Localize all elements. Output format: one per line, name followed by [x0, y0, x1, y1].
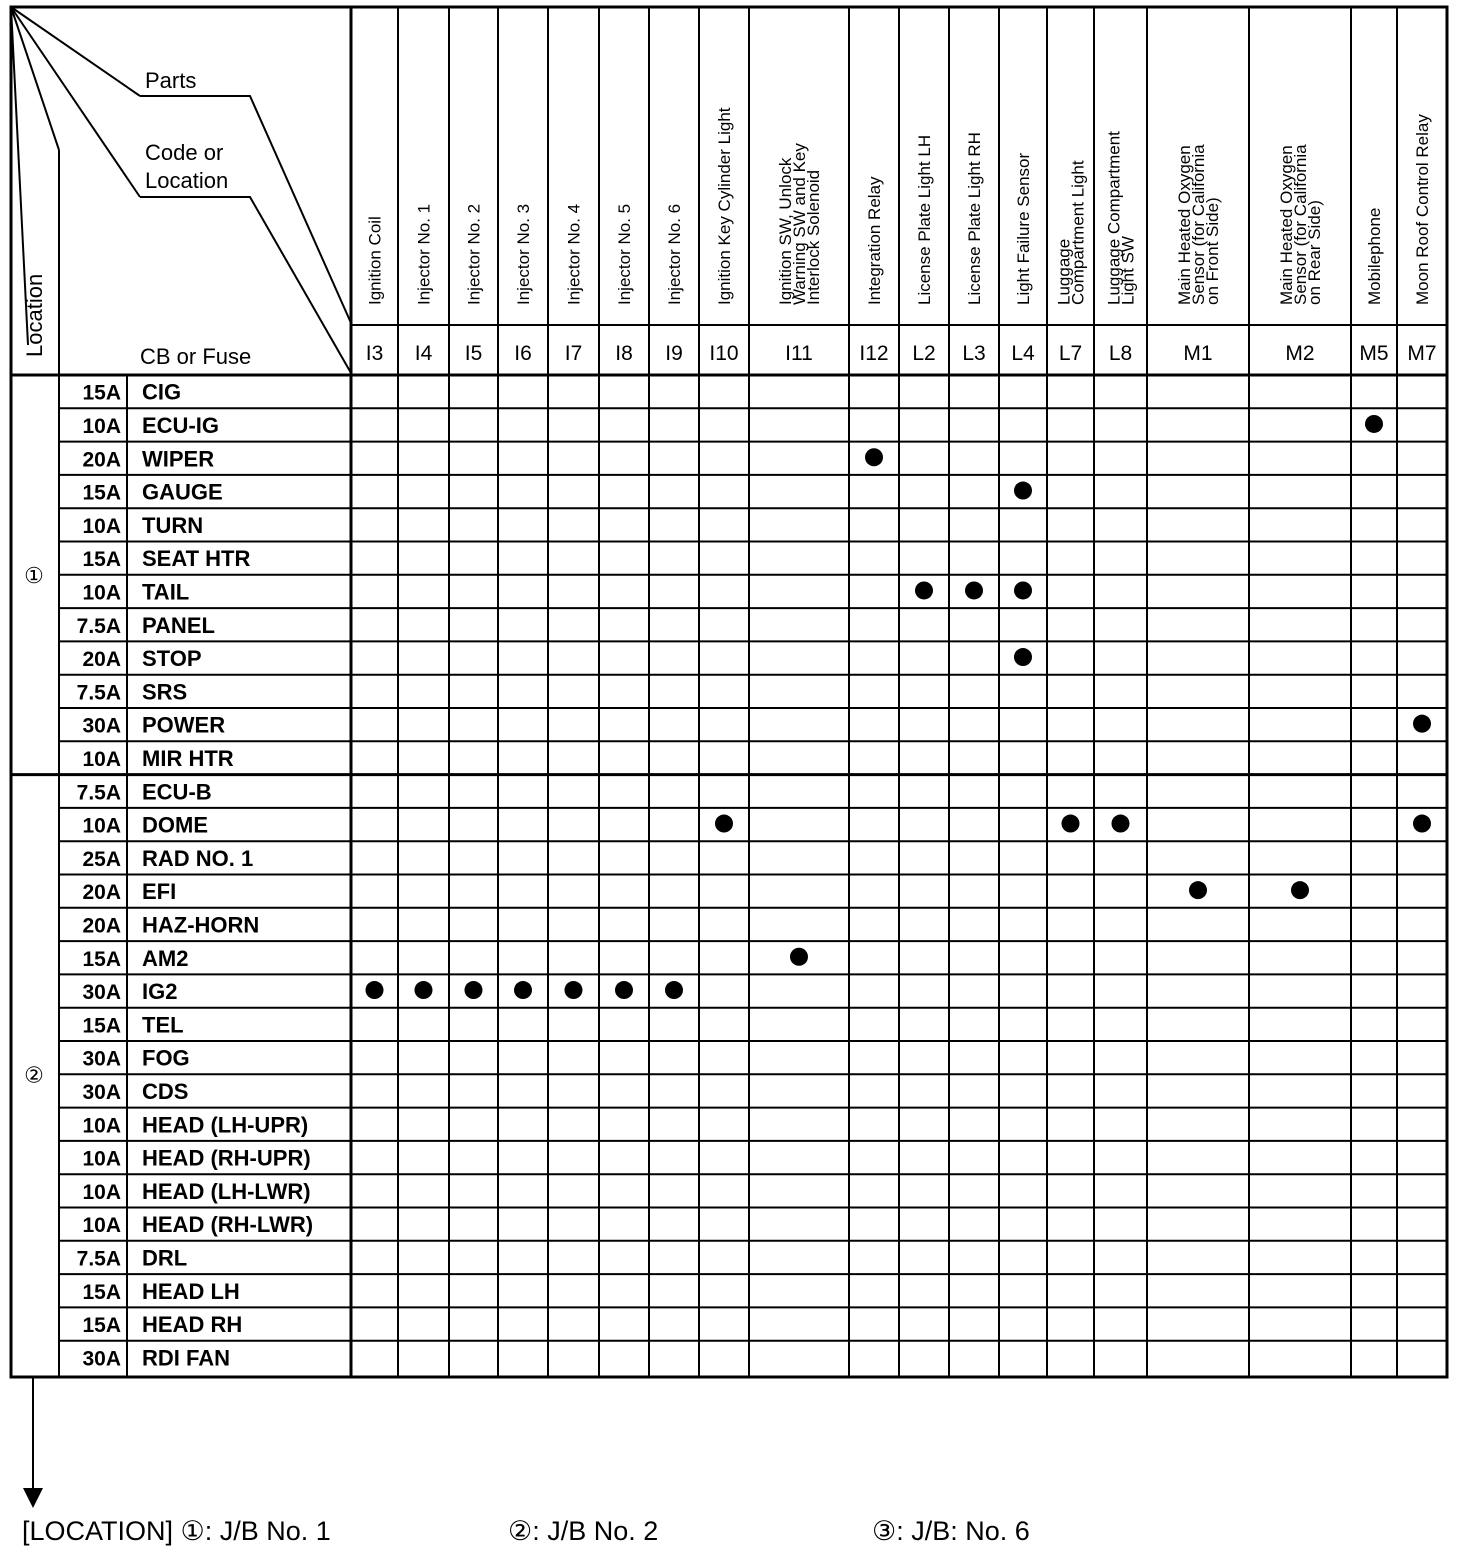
- part-name-m5: Mobilephone: [1365, 207, 1384, 305]
- connection-dot: [1112, 815, 1130, 833]
- parts-label: Parts: [145, 68, 197, 93]
- part-name-l3: License Plate Light RH: [965, 132, 984, 305]
- part-code-i5: I5: [464, 342, 483, 365]
- part-name-i11: Ignition SW, Unlock: [776, 157, 795, 305]
- fuse-name: TAIL: [142, 579, 190, 605]
- fuse-amperage: 25A: [82, 847, 121, 871]
- fuse-name: PANEL: [142, 612, 215, 638]
- fuse-amperage: 7.5A: [76, 614, 121, 638]
- fuse-name: DRL: [142, 1245, 188, 1271]
- fuse-name: AM2: [142, 945, 189, 971]
- part-code-l2: L2: [912, 342, 936, 365]
- part-name-m2-2: Sensor (for California: [1291, 144, 1310, 305]
- part-code-l7: L7: [1058, 342, 1083, 365]
- part-code-i10: I10: [709, 342, 739, 365]
- connection-dot: [1062, 815, 1080, 833]
- part-name-i4: Injector No. 1: [414, 203, 434, 305]
- diagonal-parts: [11, 7, 140, 96]
- connection-dot: [865, 448, 883, 466]
- fuse-name: TEL: [142, 1012, 184, 1038]
- part-code-i9: I9: [665, 342, 683, 365]
- fuse-name: RDI FAN: [142, 1345, 230, 1371]
- part-code-i3: I3: [365, 342, 384, 365]
- fuse-name: SRS: [142, 679, 188, 705]
- location-legend: [22, 1516, 1462, 1552]
- fuse-name: HEAD LH: [142, 1278, 240, 1304]
- fuse-amperage: 15A: [82, 1014, 121, 1038]
- fuse-name: HEAD (LH-UPR): [142, 1112, 309, 1138]
- fuse-name: CIG: [142, 379, 182, 405]
- fuse-amperage: 15A: [82, 947, 121, 971]
- part-name-i11-2: Warning SW and Key: [790, 143, 809, 305]
- connection-dot: [366, 981, 384, 999]
- fuse-name: STOP: [142, 646, 202, 672]
- connection-dot: [1365, 415, 1383, 433]
- part-name-l2: License Plate Light LH: [915, 134, 934, 305]
- part-name-m2: Main Heated Oxygen: [1277, 145, 1296, 305]
- fuse-name: WIPER: [142, 446, 215, 472]
- connection-dot: [965, 581, 983, 599]
- fuse-amperage: 10A: [82, 1147, 121, 1171]
- part-name-m7: Moon Roof Control Relay: [1413, 114, 1432, 305]
- fuse-amperage: 10A: [82, 1214, 121, 1238]
- fuse-name: ECU-IG: [142, 412, 219, 438]
- part-code-l8: L8: [1108, 342, 1133, 365]
- fuse-name: HEAD (RH-UPR): [142, 1145, 311, 1171]
- fuse-name: FOG: [142, 1045, 190, 1071]
- part-name-i6: Injector No. 3: [514, 203, 533, 305]
- connection-dot: [1413, 715, 1431, 733]
- fuse-amperage: 10A: [82, 581, 121, 605]
- diagonal-parts-leader: [140, 96, 351, 323]
- connection-dot: [565, 981, 583, 999]
- fuse-amperage: 20A: [82, 448, 121, 472]
- fuse-name: GAUGE: [142, 479, 223, 505]
- connection-dot: [1189, 881, 1207, 899]
- part-code-i8: I8: [615, 342, 633, 365]
- connection-dot: [465, 981, 483, 999]
- connection-dot: [665, 981, 683, 999]
- fuse-amperage: 30A: [82, 714, 121, 738]
- legend-location-2: ②: J/B No. 2: [508, 1516, 659, 1546]
- fuse-name: HEAD RH: [142, 1312, 243, 1338]
- fuse-name: ECU-B: [142, 779, 212, 805]
- part-name-i9: Injector No. 6: [665, 203, 684, 305]
- fuse-amperage: 15A: [82, 548, 121, 572]
- fuse-amperage: 20A: [82, 648, 121, 672]
- fuse-name: EFI: [142, 879, 177, 905]
- fuse-amperage: 10A: [82, 814, 121, 838]
- part-code-m2: M2: [1285, 342, 1315, 365]
- fuse-amperage: 30A: [82, 981, 121, 1005]
- fuse-amperage: 15A: [82, 381, 121, 405]
- part-name-i8: Injector No. 5: [615, 203, 634, 305]
- fuse-name: SEAT HTR: [142, 546, 251, 572]
- connection-dot: [1014, 648, 1032, 666]
- part-code-i11: I11: [785, 342, 813, 365]
- fuse-amperage: 10A: [82, 747, 121, 771]
- legend-location-1: [LOCATION] ①: J/B No. 1: [22, 1516, 331, 1546]
- connection-dot: [1014, 581, 1032, 599]
- location-label: Location: [22, 273, 47, 357]
- part-name-m2-3: on Rear Side): [1305, 200, 1324, 305]
- fuse-amperage: 7.5A: [76, 681, 121, 705]
- part-code-i12: I12: [859, 342, 889, 365]
- connection-dot: [1014, 482, 1032, 500]
- connection-dot: [915, 581, 933, 599]
- connection-dot: [615, 981, 633, 999]
- part-code-m7: M7: [1407, 342, 1437, 365]
- part-name-m1-3: on Front Side): [1203, 197, 1222, 305]
- cb-fuse-label: CB or Fuse: [140, 344, 252, 369]
- fuse-amperage: 15A: [82, 1280, 121, 1304]
- diagonal-code: [11, 7, 140, 197]
- location-symbol-2: ②: [24, 1062, 44, 1088]
- part-name-l7: Luggage: [1054, 238, 1074, 305]
- fuse-amperage: 30A: [82, 1080, 121, 1104]
- diagonal-location-2: [11, 7, 59, 150]
- part-name-i11-3: Interlock Solenoid: [804, 169, 823, 305]
- fuse-name: POWER: [142, 712, 226, 738]
- fuse-name: HEAD (LH-LWR): [142, 1178, 311, 1204]
- connection-dot: [790, 948, 808, 966]
- connection-dot: [514, 981, 532, 999]
- legend-location-3: ③: J/B: No. 6: [872, 1516, 1030, 1546]
- part-name-i3: Ignition Coil: [365, 216, 385, 305]
- fuse-name: IG2: [142, 979, 178, 1005]
- fuse-amperage: 20A: [82, 881, 121, 905]
- fuse-amperage: 7.5A: [76, 781, 121, 805]
- fuse-name: HAZ-HORN: [142, 912, 260, 938]
- code-label-2: Location: [145, 168, 229, 193]
- fuse-amperage: 10A: [82, 1180, 121, 1204]
- fuse-amperage: 10A: [82, 1114, 121, 1138]
- part-name-l8: Luggage Compartment: [1104, 131, 1124, 305]
- fuse-amperage: 15A: [82, 481, 121, 505]
- fuse-amperage: 10A: [82, 414, 121, 438]
- part-code-m5: M5: [1359, 342, 1389, 365]
- connection-dot: [415, 981, 433, 999]
- fuse-name: DOME: [142, 812, 208, 838]
- part-code-l4: L4: [1011, 342, 1035, 365]
- part-name-i7: Injector No. 4: [564, 203, 584, 305]
- part-name-m1: Main Heated Oxygen: [1175, 145, 1194, 305]
- fuse-amperage: 30A: [82, 1347, 121, 1371]
- fuse-name: TURN: [142, 512, 204, 538]
- part-code-i4: I4: [414, 342, 433, 365]
- fuse-amperage: 30A: [82, 1047, 121, 1071]
- code-label: Code or: [145, 140, 224, 165]
- part-name-i10: Ignition Key Cylinder Light: [715, 107, 734, 305]
- location-arrow-head: [23, 1488, 43, 1508]
- connection-dot: [1413, 815, 1431, 833]
- fuse-amperage: 7.5A: [76, 1247, 121, 1271]
- part-code-i6: I6: [514, 342, 532, 365]
- part-name-m1-2: Sensor (for California: [1189, 144, 1208, 305]
- fuse-name: RAD NO. 1: [142, 845, 254, 871]
- fuse-name: CDS: [142, 1078, 189, 1104]
- fuse-name: HEAD (RH-LWR): [142, 1212, 314, 1238]
- fuse-amperage: 10A: [82, 514, 121, 538]
- connection-dot: [1291, 881, 1309, 899]
- fuse-name: MIR HTR: [142, 745, 234, 771]
- part-code-i7: I7: [564, 342, 583, 365]
- part-code-m1: M1: [1183, 342, 1213, 365]
- connection-dot: [715, 815, 733, 833]
- part-name-l7-2: Compartment Light: [1068, 160, 1088, 305]
- part-name-i12: Integration Relay: [865, 176, 884, 305]
- part-name-l4: Light Failure Sensor: [1014, 152, 1033, 305]
- fuse-amperage: 15A: [82, 1314, 121, 1338]
- fuse-amperage: 20A: [82, 914, 121, 938]
- part-name-i5: Injector No. 2: [464, 203, 484, 305]
- part-code-l3: L3: [962, 342, 986, 365]
- location-symbol-1: ①: [24, 562, 44, 588]
- part-name-l8-2: Light SW: [1118, 236, 1138, 305]
